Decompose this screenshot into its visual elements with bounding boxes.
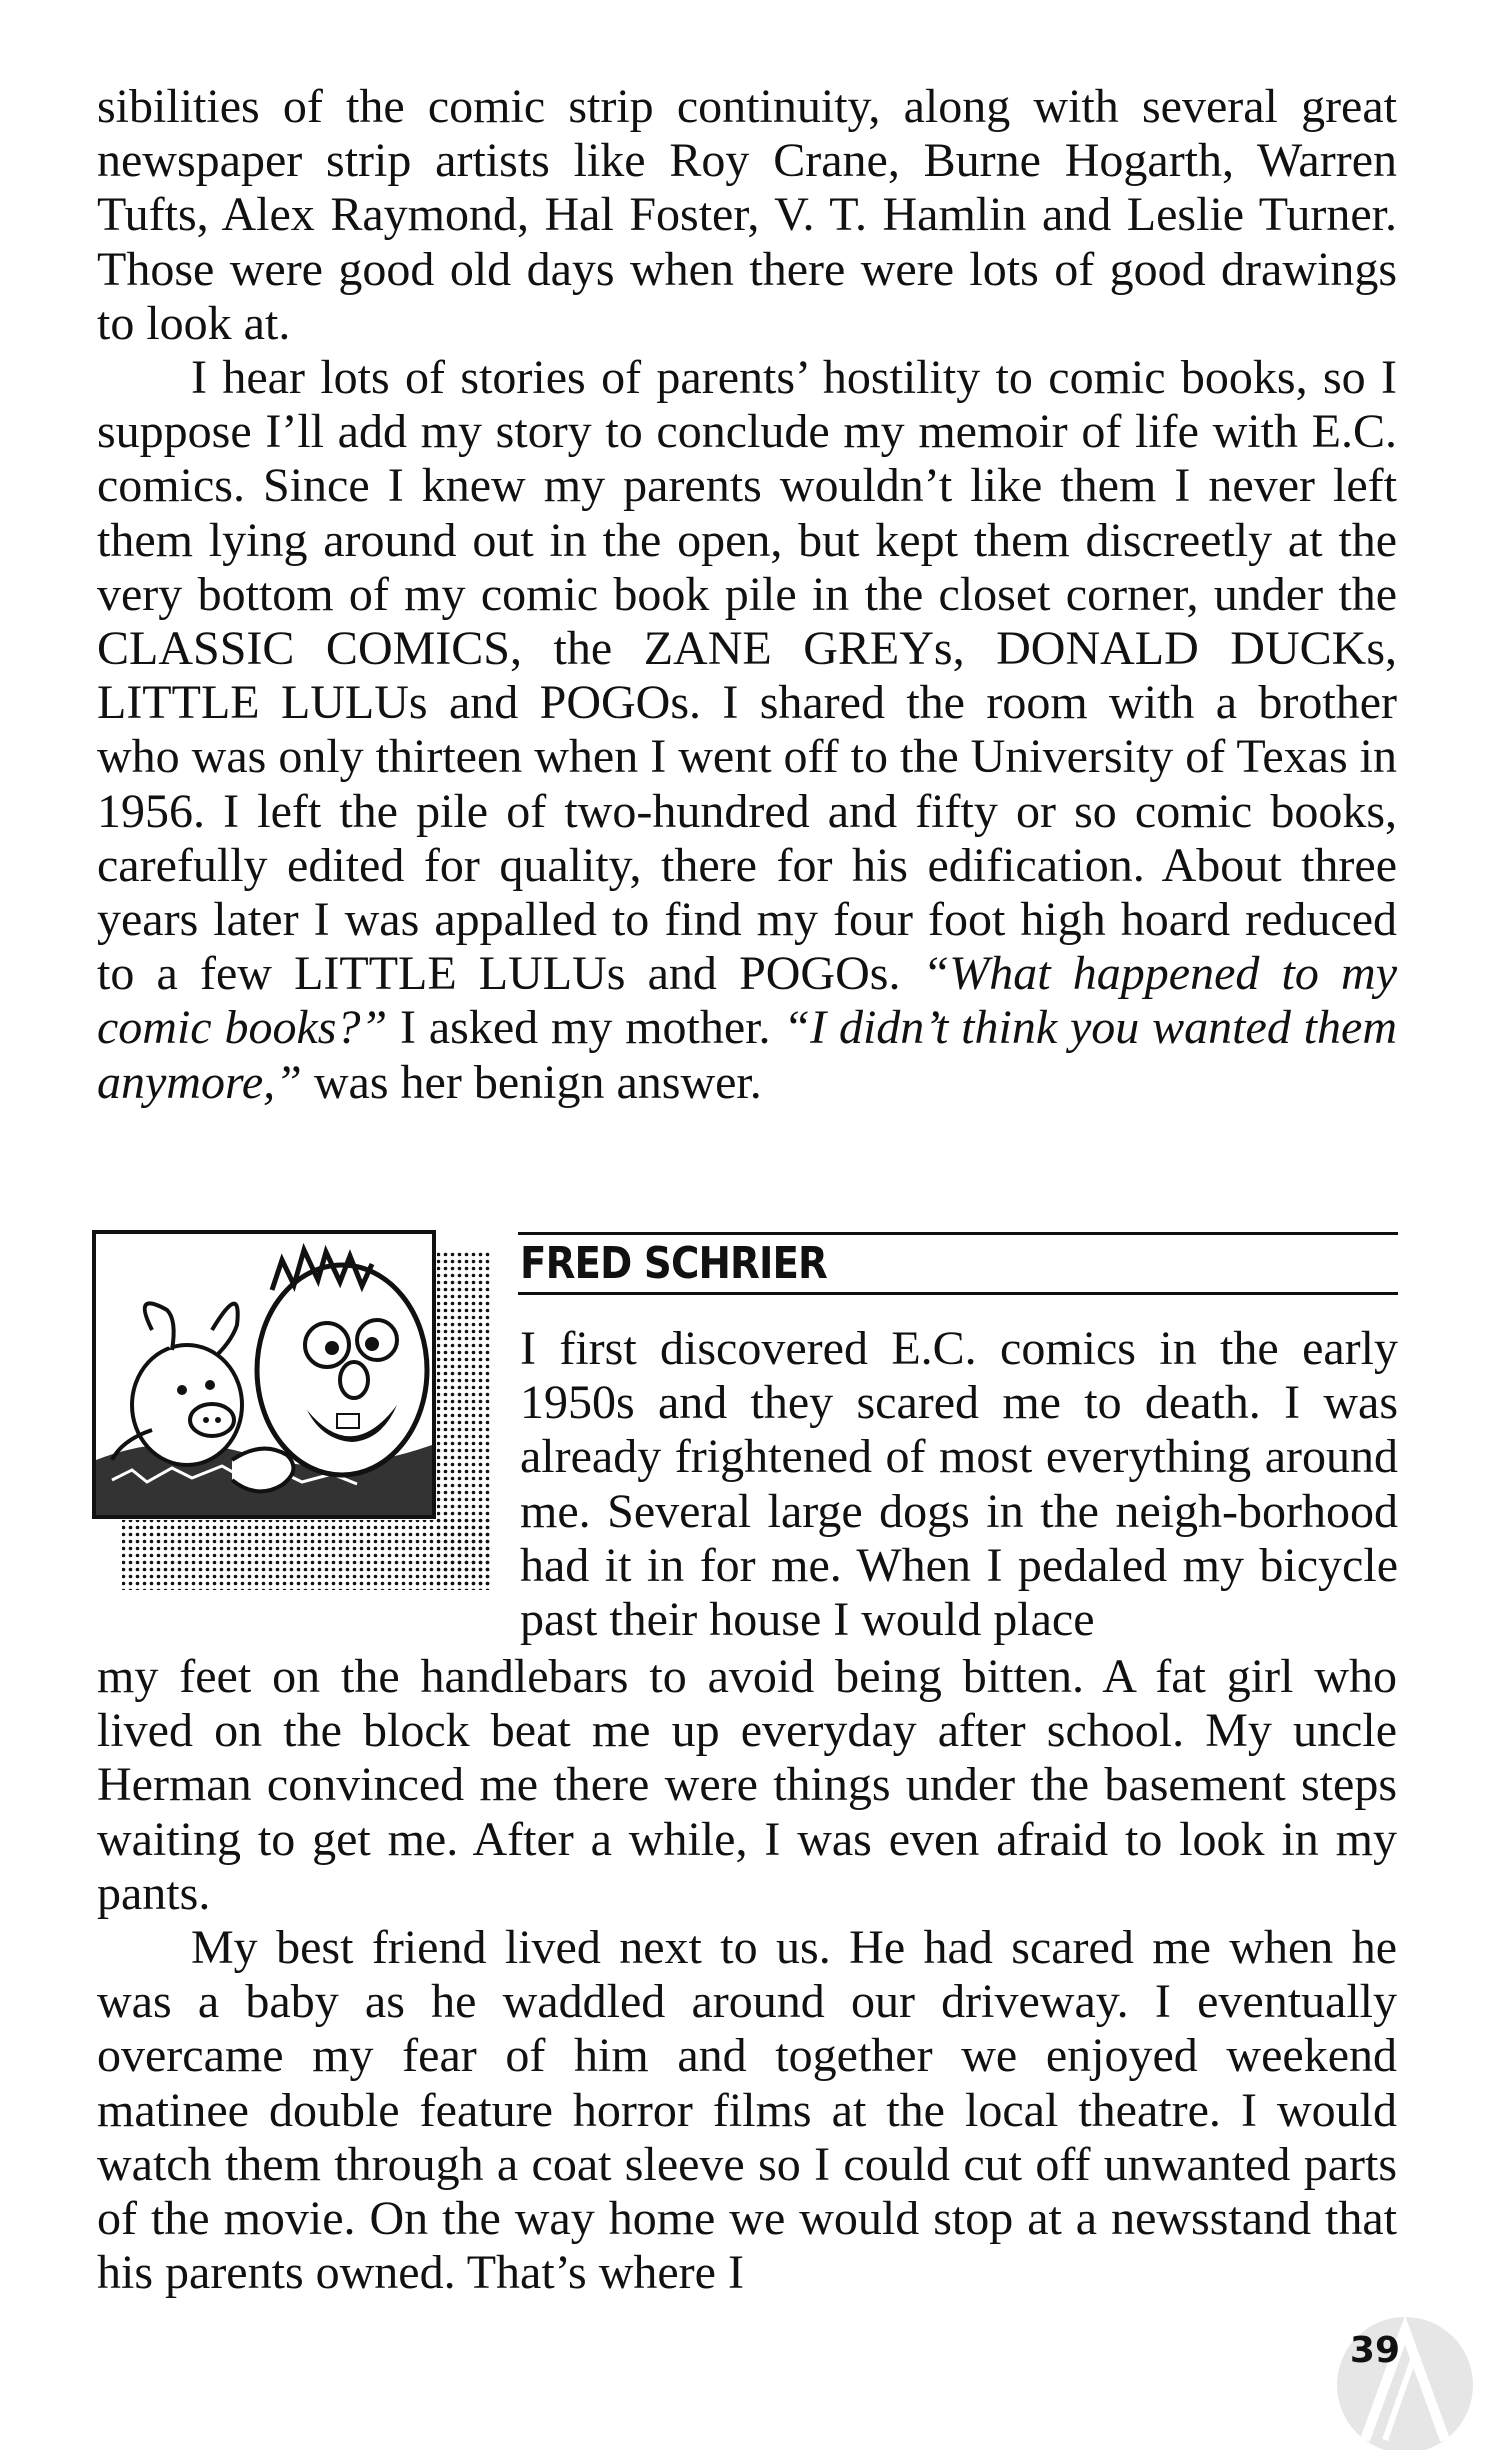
best-friend-paragraph: My best friend lived next to us. He had scared me when he was a baby as he waddled around our driveway. I eventually overcame my fear of him and together we enjoyed weekend matinee double feature horror films at the local theatre. I would watch them through a coat sleeve so I could cut off unwanted parts of the movie. On the way home we would stop at a newsstand that his parents owned. That’s where I <box>97 1921 1397 2300</box>
byline: FRED SCHRIER <box>520 1238 827 1289</box>
wrapped-paragraph: I first discovered E.C. comics in the early 1950s and they scared me to death. I was already frightened of most everything around me. Several large dogs in the neigh-borhood had it in for me. When I pedaled my bicycle past their house I would place <box>520 1322 1398 1647</box>
paragraph-2-part-b: I asked my mother. <box>387 1001 784 1055</box>
quote-what-happened: “What happened to my comic books?” <box>97 947 1397 1055</box>
bottom-text-column <box>97 1650 1397 2300</box>
paragraph-1: sibilities of the comic strip continuity, along with several great newspaper strip artists like Roy Crane, Burne Hogarth, Warren Tufts, Alex Raymond, Hal Foster, V. T. Hamlin and Leslie Turner. Those were good old days when there were lots of good drawings to look at. <box>97 80 1397 350</box>
paragraph-2-part-c: was her benign answer. <box>301 1055 762 1109</box>
paragraph-2 <box>97 351 1397 1110</box>
byline-bottom-rule <box>518 1292 1398 1295</box>
cartoon-self-portrait-icon <box>92 1230 492 1620</box>
continued-paragraph: my feet on the handlebars to avoid being bitten. A fat girl who lived on the block beat me up everyday after school. My uncle Herman convinced me there were things under the basement steps waiting to get me. After a while, I was even afraid to look in my pants. <box>97 1650 1397 1920</box>
quote-didnt-think: “I didn’t think you wanted them anymore,” <box>97 1001 1397 1109</box>
page-number: 39 <box>1349 2330 1400 2371</box>
top-text-column <box>97 80 1397 1110</box>
byline-top-rule <box>518 1232 1398 1235</box>
paragraph-2-part-a: I hear lots of stories of parents’ hostility to comic books, so I suppose I’ll add my story to conclude my memoir of life with E.C. comics. Since I knew my parents wouldn’t like them I never left them lying around out in the open, but kept them discreetly at the very bottom of my comic book pile in the closet corner, under the CLASSIC COMICS, the ZANE GREYs, DONALD DUCKs, LITTLE LULUs and POGOs. I shared the room with a brother who was only thirteen when I went off to the University of Texas in 1956. I left the pile of two-hundred and fifty or so comic books, carefully edited for quality, there for his edification. About three years later I was appalled to find my four foot high hoard reduced to a few LITTLE LULUs and POGOs. <box>97 351 1397 1001</box>
wrapped-text-block <box>520 1322 1398 1647</box>
